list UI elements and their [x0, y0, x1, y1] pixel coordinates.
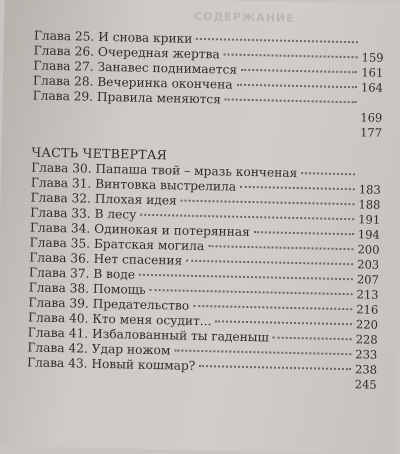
toc-entry-title: Глава 33. В лесу — [30, 205, 136, 222]
toc-entry-title: Глава 40. Кто меня осудит... — [28, 310, 212, 329]
toc-leader-dots — [174, 349, 351, 355]
toc-entry-page: 228 — [355, 332, 377, 347]
toc-entry-title: Глава 25. И снова крики — [34, 28, 193, 46]
toc-entry-page: 238 — [355, 362, 377, 377]
toc-entry-title: Глава 27. Занавес поднимается — [33, 58, 237, 77]
toc-entry-title: Глава 37. В воде — [29, 265, 135, 282]
toc-entry-page: 161 — [361, 65, 383, 80]
toc-lower-section — [27, 160, 381, 377]
toc-leader-dots — [208, 245, 353, 250]
toc-entry-title: Глава 36. Нет спасения — [29, 250, 182, 268]
toc-entry-page: 159 — [361, 50, 383, 65]
toc-leader-dots — [193, 305, 352, 310]
toc-leader-dots — [139, 274, 353, 280]
toc-entry-page: 188 — [358, 197, 380, 212]
toc-entry-title: Глава 29. Правила меняются — [33, 88, 222, 107]
toc-entry-title: Глава 42. Удар ножом — [27, 340, 170, 358]
toc-leader-dots — [237, 84, 357, 89]
toc-entry-title: Глава 43. Новый кошмар? — [27, 355, 196, 374]
toc-leader-dots — [241, 69, 357, 73]
toc-entry-title: Глава 35. Братская могила — [29, 235, 204, 254]
toc-leader-dots — [273, 337, 352, 341]
toc-leader-dots — [240, 186, 355, 190]
toc-leader-dots — [150, 289, 353, 295]
toc-entry-page: 207 — [357, 272, 379, 287]
toc-leader-dots — [215, 320, 352, 325]
toc-entry-title: Глава 28. Вечеринка окончена — [33, 73, 233, 92]
toc-entry-title: Глава 26. Очередная жертва — [33, 43, 219, 62]
toc-entry-title: Глава 39. Предательство — [28, 295, 189, 313]
toc-entry-title: Глава 32. Плохая идея — [30, 190, 177, 208]
toc-entry-title: Глава 30. Папаша твой – мразь конченая — [31, 160, 297, 181]
page-header: СОДЕРЖАНИЕ — [179, 10, 309, 26]
table-of-contents — [27, 28, 384, 392]
toc-page-number: 245 — [27, 370, 377, 392]
toc-entry-page: 203 — [357, 257, 379, 272]
toc-entry-page: 164 — [361, 80, 383, 95]
toc-leader-dots — [224, 53, 358, 58]
toc-entry-page: 213 — [356, 287, 378, 302]
part-title: ЧАСТЬ ЧЕТВЕРТАЯ — [31, 144, 381, 167]
toc-leader-dots — [199, 365, 351, 370]
toc-entry-page: 220 — [356, 317, 378, 332]
toc-leader-dots — [301, 172, 355, 175]
toc-page-number: 169 — [32, 103, 382, 125]
toc-entry-page: 183 — [359, 182, 381, 197]
toc-entry-page: 233 — [355, 347, 377, 362]
toc-page-number: 177 — [32, 118, 382, 140]
toc-leader-dots — [186, 260, 353, 265]
toc-leader-dots — [181, 200, 355, 206]
toc-upper-section — [33, 28, 384, 110]
toc-entry-page: 200 — [357, 242, 379, 257]
toc-leader-dots — [140, 214, 354, 220]
toc-entry-page: 191 — [358, 212, 380, 227]
toc-leader-dots — [254, 231, 354, 235]
toc-entry-title: Глава 31. Винтовка выстрелила — [31, 175, 237, 194]
toc-entry-page: 216 — [356, 302, 378, 317]
toc-entry-title: Глава 34. Одинокая и потерянная — [30, 220, 250, 240]
toc-entry-title: Глава 41. Избалованный ты гаденыш — [28, 325, 269, 345]
toc-entry-page: 194 — [358, 227, 380, 242]
toc-leader-dots — [196, 38, 358, 43]
toc-entry-title: Глава 38. Помощь — [28, 280, 145, 297]
toc-leader-dots — [225, 98, 357, 103]
